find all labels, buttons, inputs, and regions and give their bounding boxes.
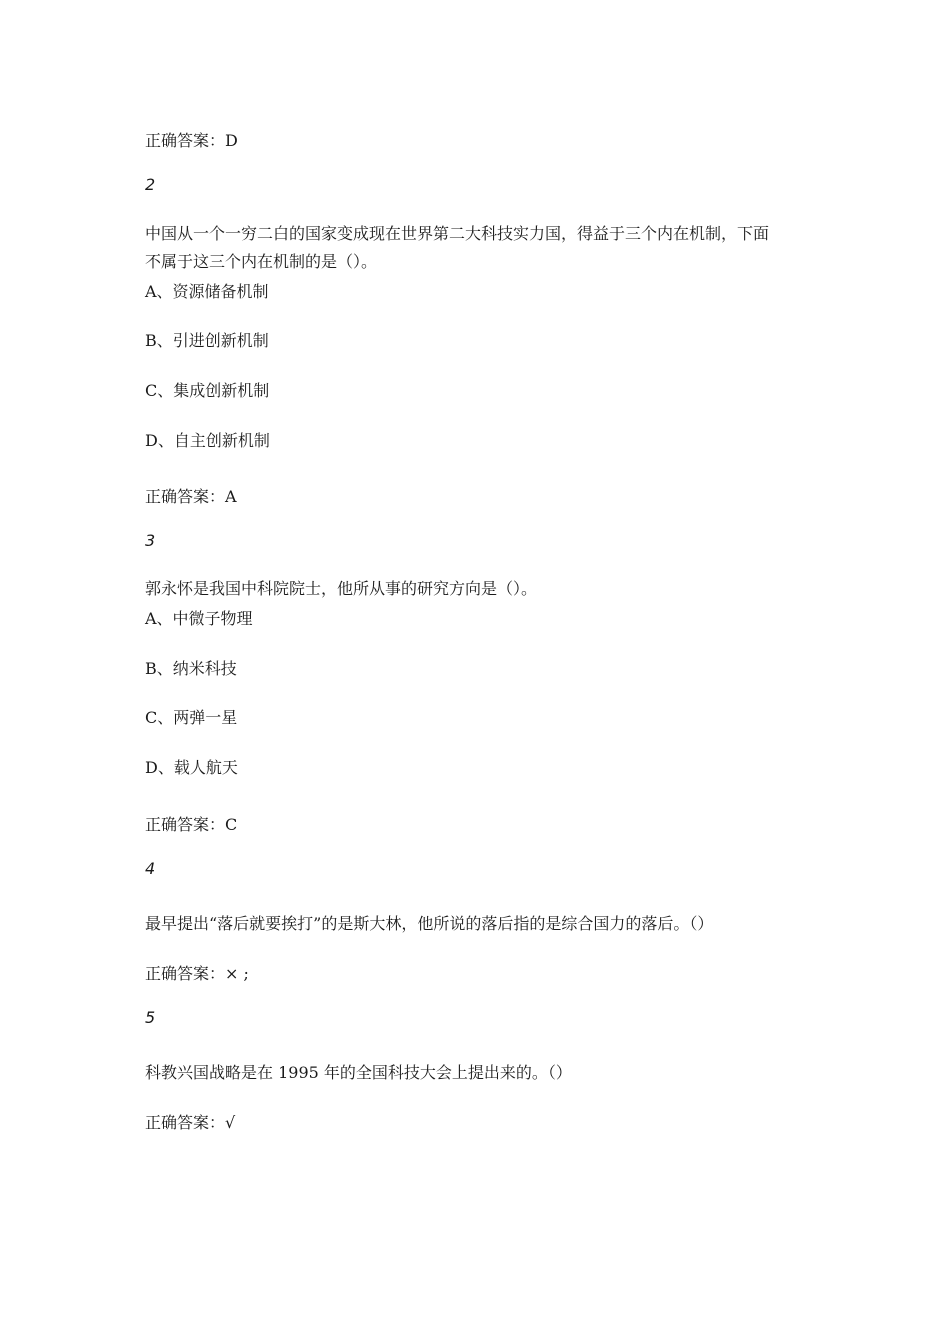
question-2-option-d: D、自主创新机制 [145, 431, 270, 450]
question-3-option-b: B、纳米科技 [145, 659, 237, 678]
question-number-3: 3 [145, 531, 156, 550]
answer-q1: 正确答案：D [145, 131, 238, 150]
question-3-option-c: C、两弹一星 [145, 708, 238, 727]
question-3-stem: 郭永怀是我国中科院院士，他所从事的研究方向是（）。 [145, 579, 538, 598]
answer-q2: 正确答案：A [145, 487, 237, 506]
question-number-5: 5 [145, 1008, 156, 1027]
question-number-4: 4 [145, 859, 156, 878]
answer-q5: 正确答案：√ [145, 1113, 236, 1132]
answer-q3: 正确答案：C [145, 815, 238, 834]
question-number-2: 2 [145, 175, 156, 194]
question-2-stem-line1: 中国从一个一穷二白的国家变成现在世界第二大科技实力国，得益于三个内在机制，下面 [145, 224, 770, 243]
question-2-option-a: A、资源储备机制 [145, 282, 269, 301]
question-2-stem-line2: 不属于这三个内在机制的是（）。 [145, 252, 378, 271]
question-3-option-d: D、载人航天 [145, 758, 238, 777]
question-4-stem: 最早提出“落后就要挨打”的是斯大林，他所说的落后指的是综合国力的落后。（） [145, 914, 714, 933]
question-5-stem: 科教兴国战略是在 1995 年的全国科技大会上提出来的。（） [145, 1063, 572, 1082]
question-2-option-b: B、引进创新机制 [145, 331, 269, 350]
answer-q4: 正确答案：× ; [145, 964, 249, 983]
question-2-option-c: C、集成创新机制 [145, 381, 270, 400]
question-3-option-a: A、中微子物理 [145, 609, 253, 628]
